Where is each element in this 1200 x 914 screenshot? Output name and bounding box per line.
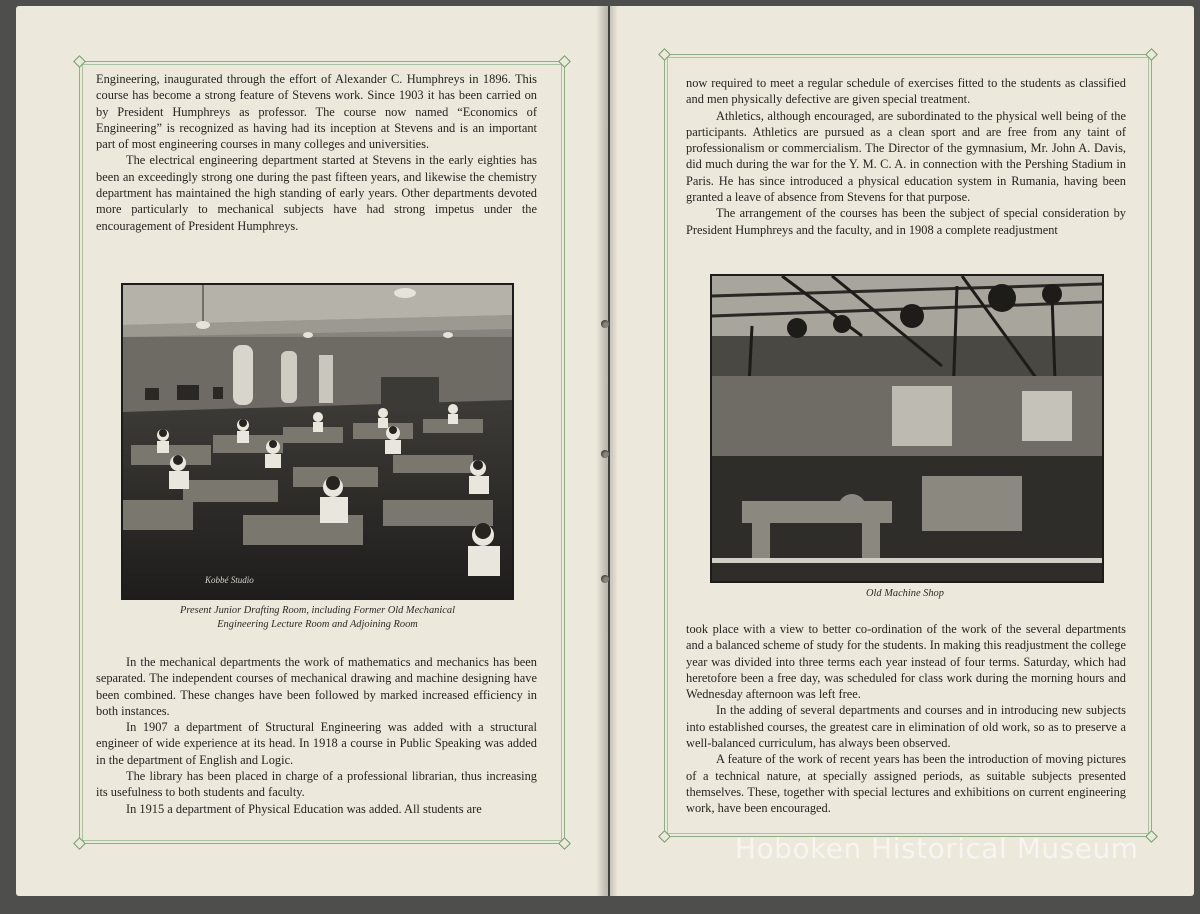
machine-shop-photo xyxy=(710,274,1104,583)
drafting-room-image xyxy=(123,285,512,598)
paragraph: In the adding of several departments and courses and in introducing new subjects into established courses, the greatest care in elimination of old work, so as to preserve a well-balanced curriculum, has always been observed. xyxy=(686,703,1126,751)
binding-hole xyxy=(601,575,609,583)
machine-shop-caption: Old Machine Shop xyxy=(866,588,944,599)
paragraph: In 1907 a department of Structural Engineering was added with a structural engineer of wide experience at its head. In 1918 a course in Public Speaking was added in the department of English and Logic. xyxy=(96,720,537,767)
binding-hole xyxy=(601,450,609,458)
machine-shop-image xyxy=(712,276,1102,581)
left-bottom-text xyxy=(96,654,537,817)
caption-line: Engineering Lecture Room and Adjoining Room xyxy=(217,619,418,630)
paragraph: The electrical engineering department started at Stevens in the early eighties has been an exceedingly strong one during the past fifteen years, and likewise the chemistry department has maintained the high standing of early years. Other departments devoted more particularly to mechanical subjects have had strong impetus under the encouragement of President Humphreys. xyxy=(96,153,537,233)
paragraph: In 1915 a department of Physical Education was added. All students are xyxy=(126,801,482,816)
paragraph: The library has been placed in charge of a professional librarian, thus increasing its usefulness to both students and faculty. xyxy=(96,769,537,800)
museum-watermark: Hoboken Historical Museum xyxy=(735,832,1139,865)
paragraph: took place with a view to better co-ordination of the work of the several departments and a balanced scheme of study for the students. In making this readjustment the college year was divided into three terms each year instead of four terms. Saturday, which had heretofore been a free day, was scheduled for class work during the morning hours and Wednesday afternoon was left free. xyxy=(686,622,1126,702)
right-top-text xyxy=(686,75,1126,238)
drafting-room-caption xyxy=(121,604,514,632)
photo-signature: Kobbé Studio xyxy=(205,575,254,585)
binding-hole xyxy=(601,320,609,328)
paragraph: now required to meet a regular schedule of exercises fitted to the students as classified and men physically defective are given special treatment. xyxy=(686,76,1126,107)
left-top-text xyxy=(96,71,537,234)
paragraph: A feature of the work of recent years has been the introduction of moving pictures of a technical nature, at specially assigned periods, as suitable subjects presented themselves. These, together with special lectures and exhibitions on current engineering work, have been encouraged. xyxy=(686,752,1126,816)
paragraph: Athletics, although encouraged, are subordinated to the physical well being of the participants. Athletics are pursued as a clean sport and are free from any taint of professionalism or commercialism. The Director of the gymnasium, Mr. John A. Davis, did much during the war for the Y. M. C. A. in connection with the Pershing Stadium in Paris. He has since introduced a physical education system in Rumania, having been granted a leave of absence from Stevens for that purpose. xyxy=(686,108,1126,205)
paragraph: Engineering, inaugurated through the effort of Alexander C. Humphreys in 1896. This course has become a strong feature of Stevens work. Since 1903 it has been carried on by President Humphreys as professor. The course now named “Economics of Engineering” is recognized as having had its inception at Stevens and is an important part of most engineering courses in many colleges and universities. xyxy=(96,72,537,152)
drafting-room-photo xyxy=(121,283,514,600)
paragraph: The arrangement of the courses has been the subject of special consideration by President Humphreys and the faculty, and in 1908 a complete readjustment xyxy=(686,206,1126,237)
right-bottom-text xyxy=(686,621,1126,817)
paragraph: In the mechanical departments the work of mathematics and mechanics has been separated. The independent courses of mechanical drawing and machine designing have been combined. These changes have been followed by marked increased efficiency in both instances. xyxy=(96,655,537,718)
caption-line: Present Junior Drafting Room, including Former Old Mechanical xyxy=(180,605,455,616)
